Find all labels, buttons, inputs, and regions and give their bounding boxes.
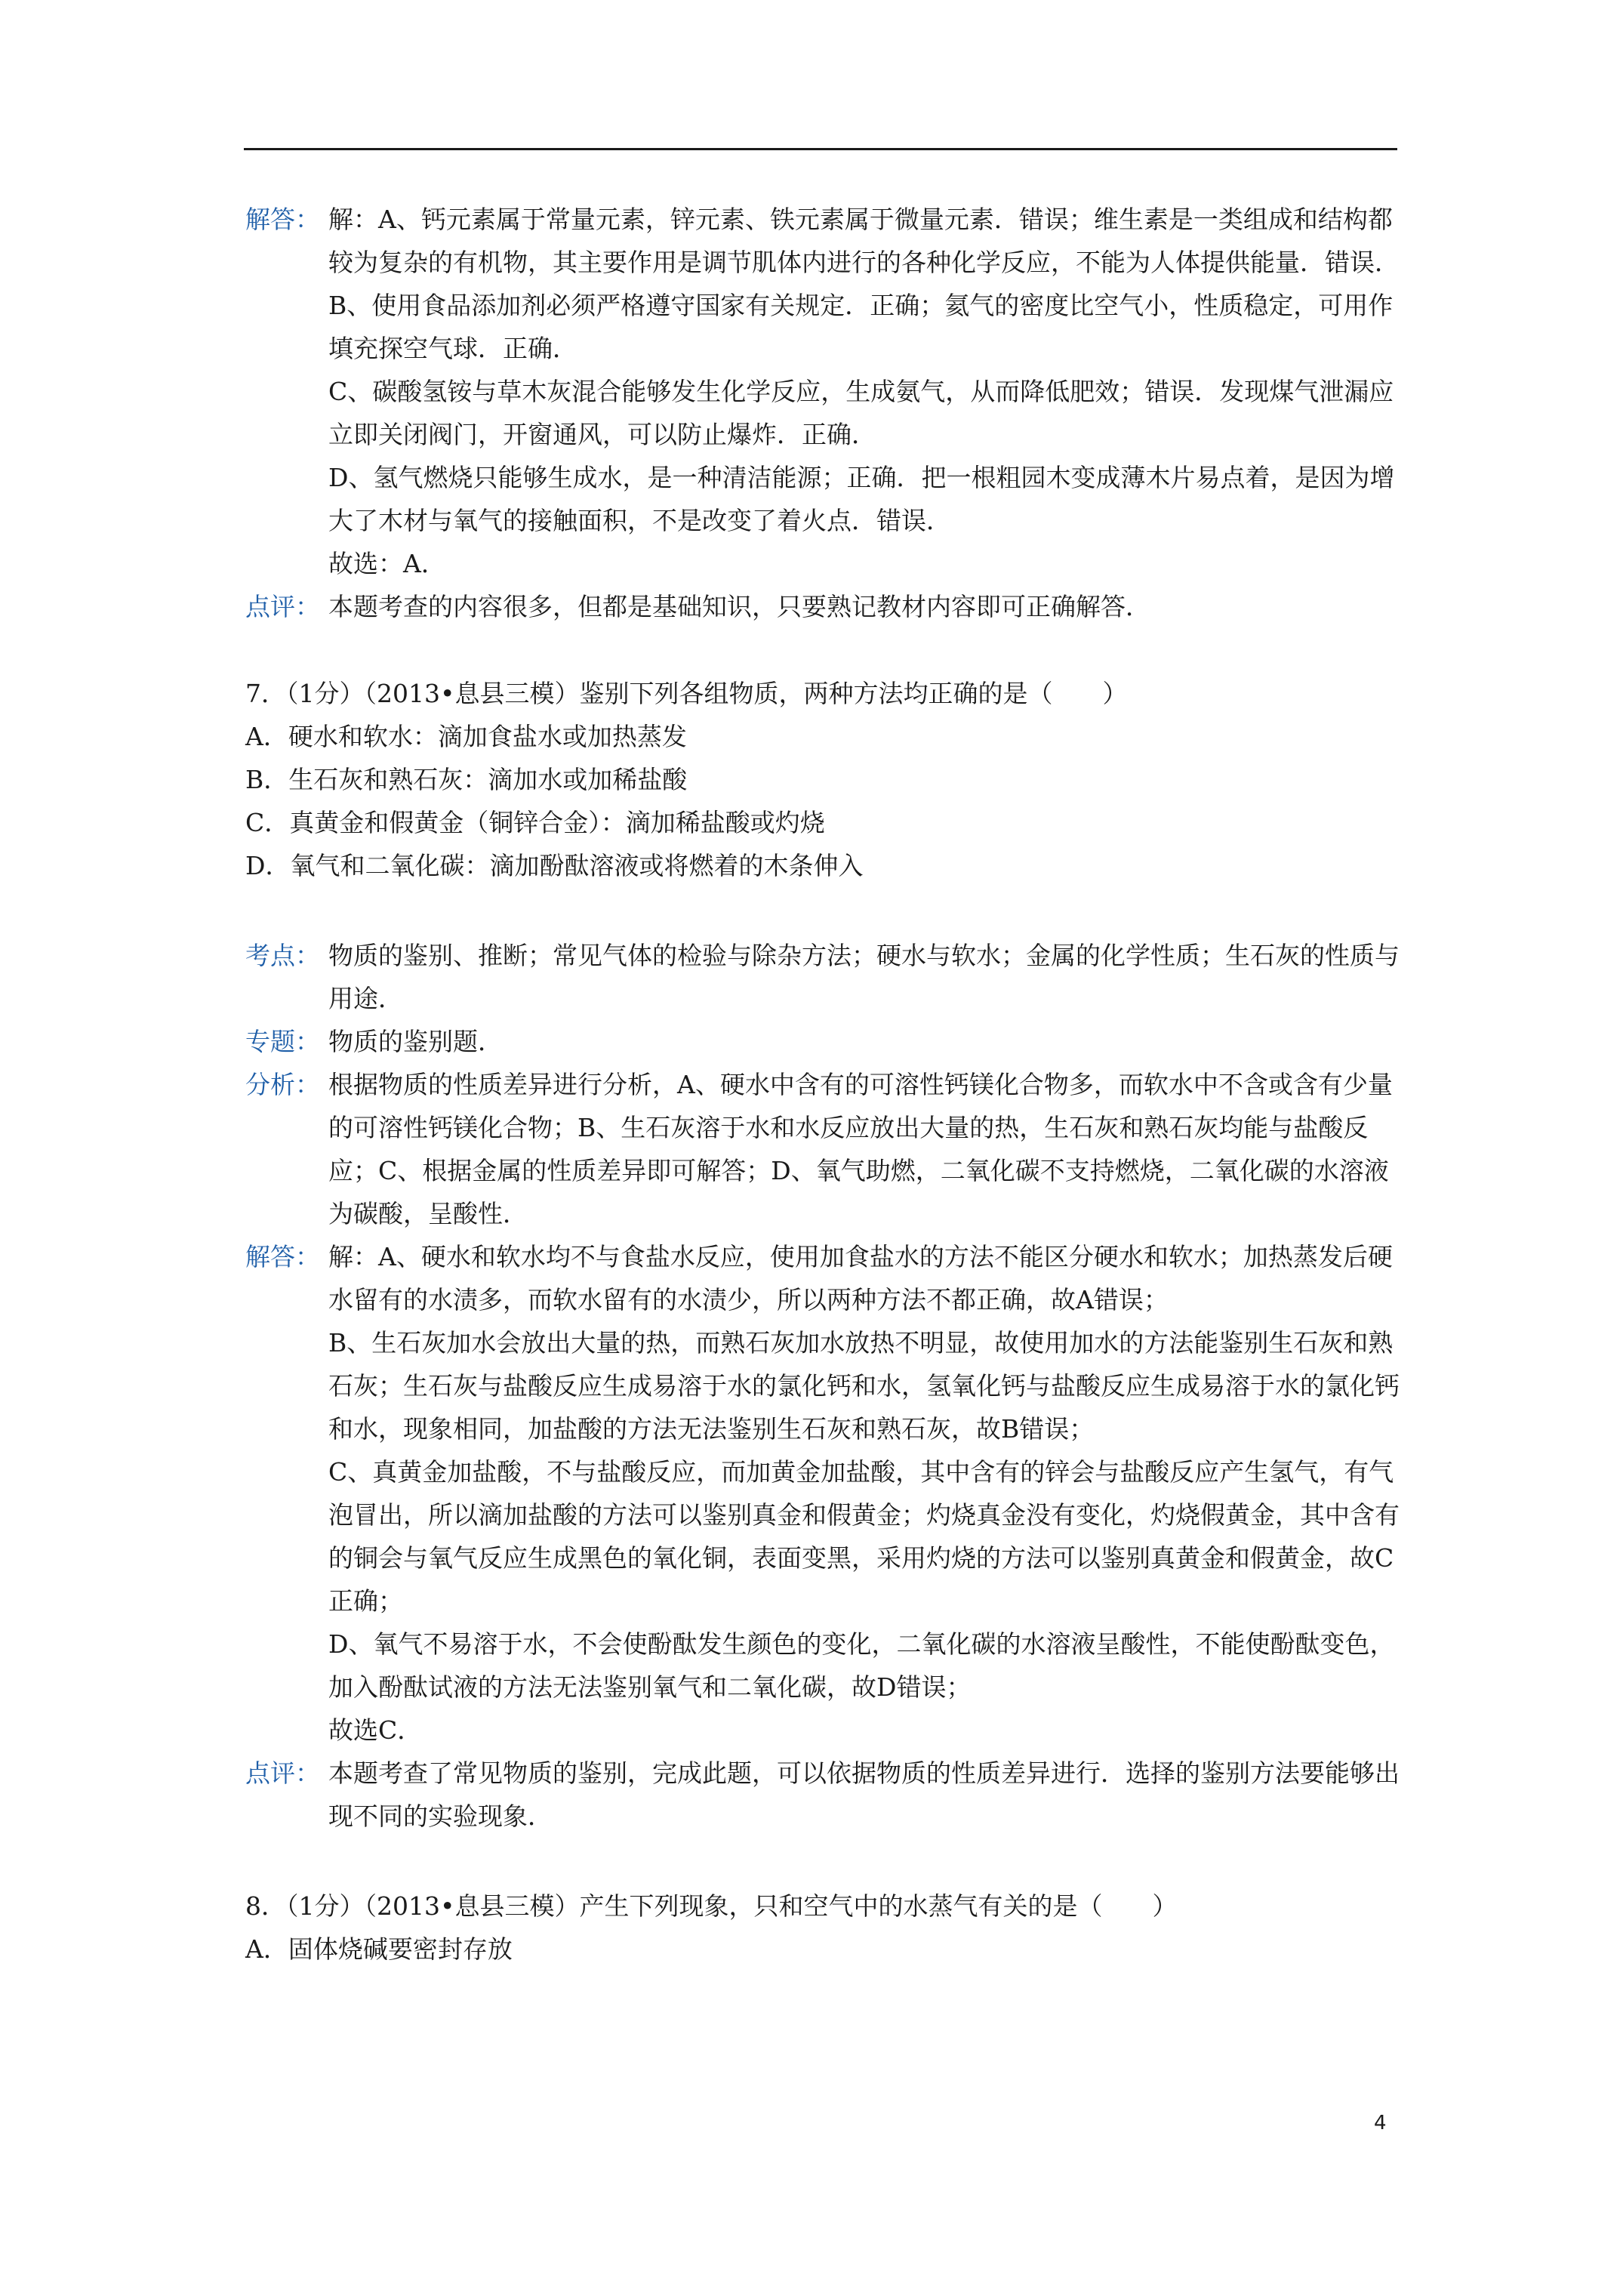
q7-topic [245, 1020, 1400, 1063]
comment-label: 点评： [245, 1758, 320, 1788]
q7-key-points [245, 934, 1400, 1020]
q7-comment [245, 1752, 1400, 1838]
q8-stem: 8．（1分）（2013•息县三模）产生下列现象，只和空气中的水蒸气有关的是（ ） [245, 1891, 1178, 1921]
answer-paragraph: D、氧气不易溶于水，不会使酚酞发生颜色的变化，二氧化碳的水溶液呈酸性，不能使酚酞变色，加入酚酞试液的方法无法鉴别氧气和二氧化碳，故D错误； [328, 1629, 1395, 1702]
q7-option-a: A．硬水和软水：滴加食盐水或加热蒸发 [245, 722, 687, 751]
key-points-label: 考点： [245, 941, 320, 970]
analysis-label: 分析： [245, 1070, 320, 1099]
q7-option-d: D．氧气和二氧化碳：滴加酚酞溶液或将燃着的木条伸入 [245, 851, 864, 880]
header-rule [244, 148, 1397, 150]
q7-option-b: B．生石灰和熟石灰：滴加水或加稀盐酸 [245, 765, 688, 794]
q7-stem: 7．（1分）（2013•息县三模）鉴别下列各组物质，两种方法均正确的是（ ） [245, 679, 1128, 708]
answer-paragraph: 解：A、硬水和软水均不与食盐水反应，使用加食盐水的方法不能区分硬水和软水；加热蒸发后硬水留有的水渍多，而软水留有的水渍少，所以两种方法不都正确，故A错误； [328, 1242, 1393, 1314]
page-number: 4 [1374, 2112, 1387, 2134]
answer-paragraph: C、真黄金加盐酸，不与盐酸反应，而加黄金加盐酸，其中含有的锌会与盐酸反应产生氢气，有气泡冒出，所以滴加盐酸的方法可以鉴别真金和假黄金；灼烧真金没有变化，灼烧假黄金，其中含有的铜会与氧气反应生成黑色的氧化铜，表面变黑，采用灼烧的方法可以鉴别真黄金和假黄金，故C正确； [328, 1457, 1400, 1616]
page-content [245, 198, 1400, 1971]
q7-analysis [245, 1063, 1400, 1235]
answer-label: 解答： [245, 1242, 320, 1271]
q8-option-a: A．固体烧碱要密封存放 [245, 1934, 513, 1964]
answer-paragraph: D、氢气燃烧只能够生成水，是一种清洁能源；正确．把一根粗园木变成薄木片易点着，是因为增大了木材与氧气的接触面积，不是改变了着火点．错误． [328, 463, 1395, 535]
answer-paragraph: 故选C． [328, 1715, 423, 1745]
q6-answer [245, 198, 1400, 585]
answer-paragraph: 故选：A． [328, 549, 446, 578]
answer-label: 解答： [245, 205, 320, 234]
q7-option-c: C．真黄金和假黄金（铜锌合金）：滴加稀盐酸或灼烧 [245, 808, 825, 837]
answer-body [328, 1235, 1400, 1752]
answer-body [328, 198, 1400, 585]
answer-paragraph: B、使用食品添加剂必须严格遵守国家有关规定．正确；氦气的密度比空气小，性质稳定，可用作填充探空气球．正确． [328, 291, 1394, 363]
analysis-text: 根据物质的性质差异进行分析，A、硬水中含有的可溶性钙镁化合物多，而软水中不含或含有少量的可溶性钙镁化合物；B、生石灰溶于水和水反应放出大量的热，生石灰和熟石灰均能与盐酸反应；C、根据金属的性质差异即可解答；D、氧气助燃，二氧化碳不支持燃烧，二氧化碳的水溶液为碳酸，呈酸性． [328, 1070, 1393, 1228]
topic-label: 专题： [245, 1027, 320, 1056]
key-points-text: 物质的鉴别、推断；常见气体的检验与除杂方法；硬水与软水；金属的化学性质；生石灰的性质与用途． [328, 941, 1400, 1013]
comment-text: 本题考查的内容很多，但都是基础知识，只要熟记教材内容即可正确解答． [328, 592, 1150, 621]
topic-text: 物质的鉴别题． [328, 1027, 503, 1056]
answer-paragraph: C、碳酸氢铵与草木灰混合能够发生化学反应，生成氨气，从而降低肥效；错误．发现煤气泄漏应立即关闭阀门，开窗通风，可以防止爆炸．正确． [328, 377, 1394, 449]
comment-label: 点评： [245, 592, 320, 621]
comment-text: 本题考查了常见物质的鉴别，完成此题，可以依据物质的性质差异进行．选择的鉴别方法要能够出现不同的实验现象． [328, 1758, 1400, 1831]
answer-paragraph: 解：A、钙元素属于常量元素，锌元素、铁元素属于微量元素．错误；维生素是一类组成和结构都较为复杂的有机物，其主要作用是调节肌体内进行的各种化学反应，不能为人体提供能量．错误． [328, 205, 1400, 277]
q7-answer [245, 1235, 1400, 1752]
answer-paragraph: B、生石灰加水会放出大量的热，而熟石灰加水放热不明显，故使用加水的方法能鉴别生石灰和熟石灰；生石灰与盐酸反应生成易溶于水的氯化钙和水，氢氧化钙与盐酸反应生成易溶于水的氯化钙和水，现象相同，加盐酸的方法无法鉴别生石灰和熟石灰，故B错误； [328, 1328, 1400, 1444]
q6-comment [245, 585, 1400, 628]
